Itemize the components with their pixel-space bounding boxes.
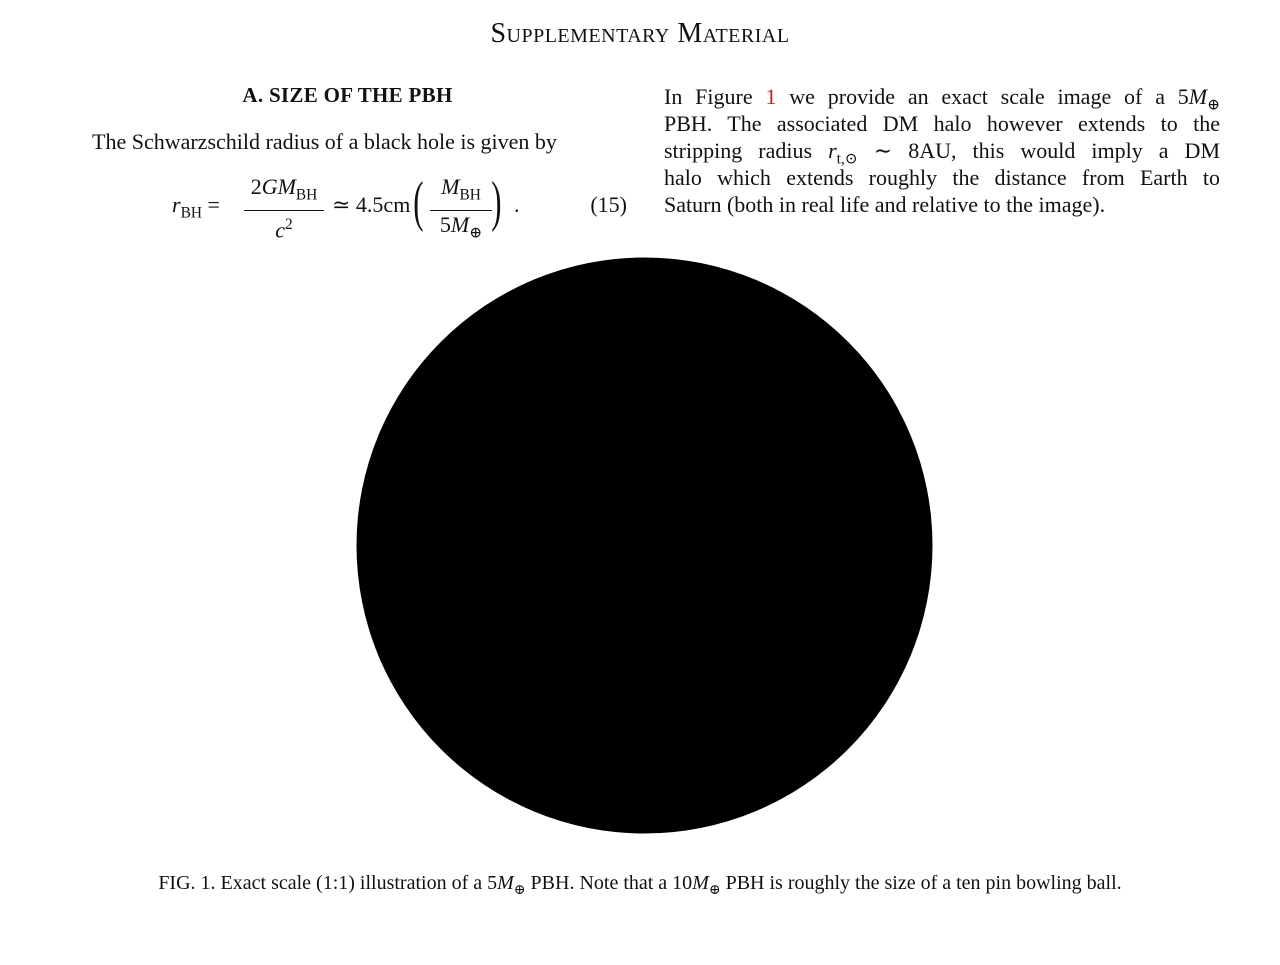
page-heading: Supplementary Material <box>490 18 790 49</box>
figure-description-paragraph <box>664 83 1220 218</box>
mass-numerator-subscript: BH <box>459 186 481 204</box>
pbh-circle-svg <box>356 257 933 834</box>
fraction-bar <box>430 210 492 211</box>
earth-subscript: ⊕ <box>708 883 721 898</box>
mass-symbol: M <box>1188 84 1208 109</box>
equation-lhs <box>172 192 220 222</box>
lhs-subscript: BH <box>180 204 202 222</box>
mass-denominator <box>430 213 492 245</box>
equals-sign: = <box>207 192 220 217</box>
line-text: we provide an exact scale image of a 5 <box>789 84 1189 109</box>
paragraph-line: PBH. The associated DM halo however extends to the <box>664 111 1220 136</box>
line-text: ∼ 8AU, this would imply a DM <box>873 138 1221 163</box>
pbh-scale-figure <box>356 257 933 834</box>
equation-15 <box>172 171 627 243</box>
radius-subscript: t,⊙ <box>836 150 858 168</box>
caption-text: PBH is roughly the size of a ten pin bowling ball. <box>725 872 1122 894</box>
fraction-bar <box>244 210 324 211</box>
caption-text: PBH. Note that a 10 <box>530 872 693 894</box>
lhs-symbol: r <box>172 192 181 217</box>
approx-value: ≃ 4.5cm <box>332 192 411 217</box>
equation-number: (15) <box>590 192 627 217</box>
fraction-schwarzschild <box>244 175 324 243</box>
earth-subscript: ⊕ <box>1207 96 1221 114</box>
fraction-denominator <box>244 213 324 242</box>
denominator-exponent: 2 <box>285 216 293 234</box>
paragraph-line <box>664 137 1221 168</box>
figure-reference-link[interactable]: 1 <box>765 84 777 109</box>
paragraph-line: halo which extends roughly the distance from Earth to <box>664 165 1220 190</box>
left-paren: ( <box>413 171 424 233</box>
paragraph-line <box>664 83 1221 114</box>
paragraph-line: Saturn (both in real life and relative to the image). <box>664 192 1106 217</box>
numerator-coeff: 2 <box>250 174 262 199</box>
line-text: stripping radius <box>664 138 813 163</box>
mass-denominator-var: M <box>450 212 470 238</box>
section-heading: A. SIZE OF THE PBH <box>242 83 453 107</box>
pbh-black-disc <box>357 258 933 834</box>
line-text: In Figure <box>664 84 753 109</box>
caption-label: FIG. 1. <box>158 872 216 894</box>
denominator-var: c <box>275 217 286 243</box>
mass-numerator-var: M <box>441 174 460 199</box>
figure-caption <box>0 872 1280 899</box>
fraction-numerator <box>244 175 324 207</box>
mass-denominator-coeff: 5 <box>439 212 451 238</box>
intro-paragraph: The Schwarzschild radius of a black hole is given by <box>92 129 557 154</box>
mass-symbol: M <box>497 872 514 894</box>
equation-period: . <box>514 192 520 217</box>
caption-text: Exact scale (1:1) illustration of a 5 <box>220 872 498 894</box>
mass-denominator-subscript: ⊕ <box>469 224 483 242</box>
fraction-mass-ratio <box>430 175 492 246</box>
radius-symbol: r <box>828 138 837 163</box>
earth-subscript: ⊕ <box>513 883 526 898</box>
mass-symbol: M <box>692 872 709 894</box>
mass-numerator <box>430 175 492 207</box>
numerator-subscript: BH <box>295 186 318 204</box>
numerator-vars: GM <box>261 174 296 199</box>
right-paren: ) <box>491 171 502 233</box>
